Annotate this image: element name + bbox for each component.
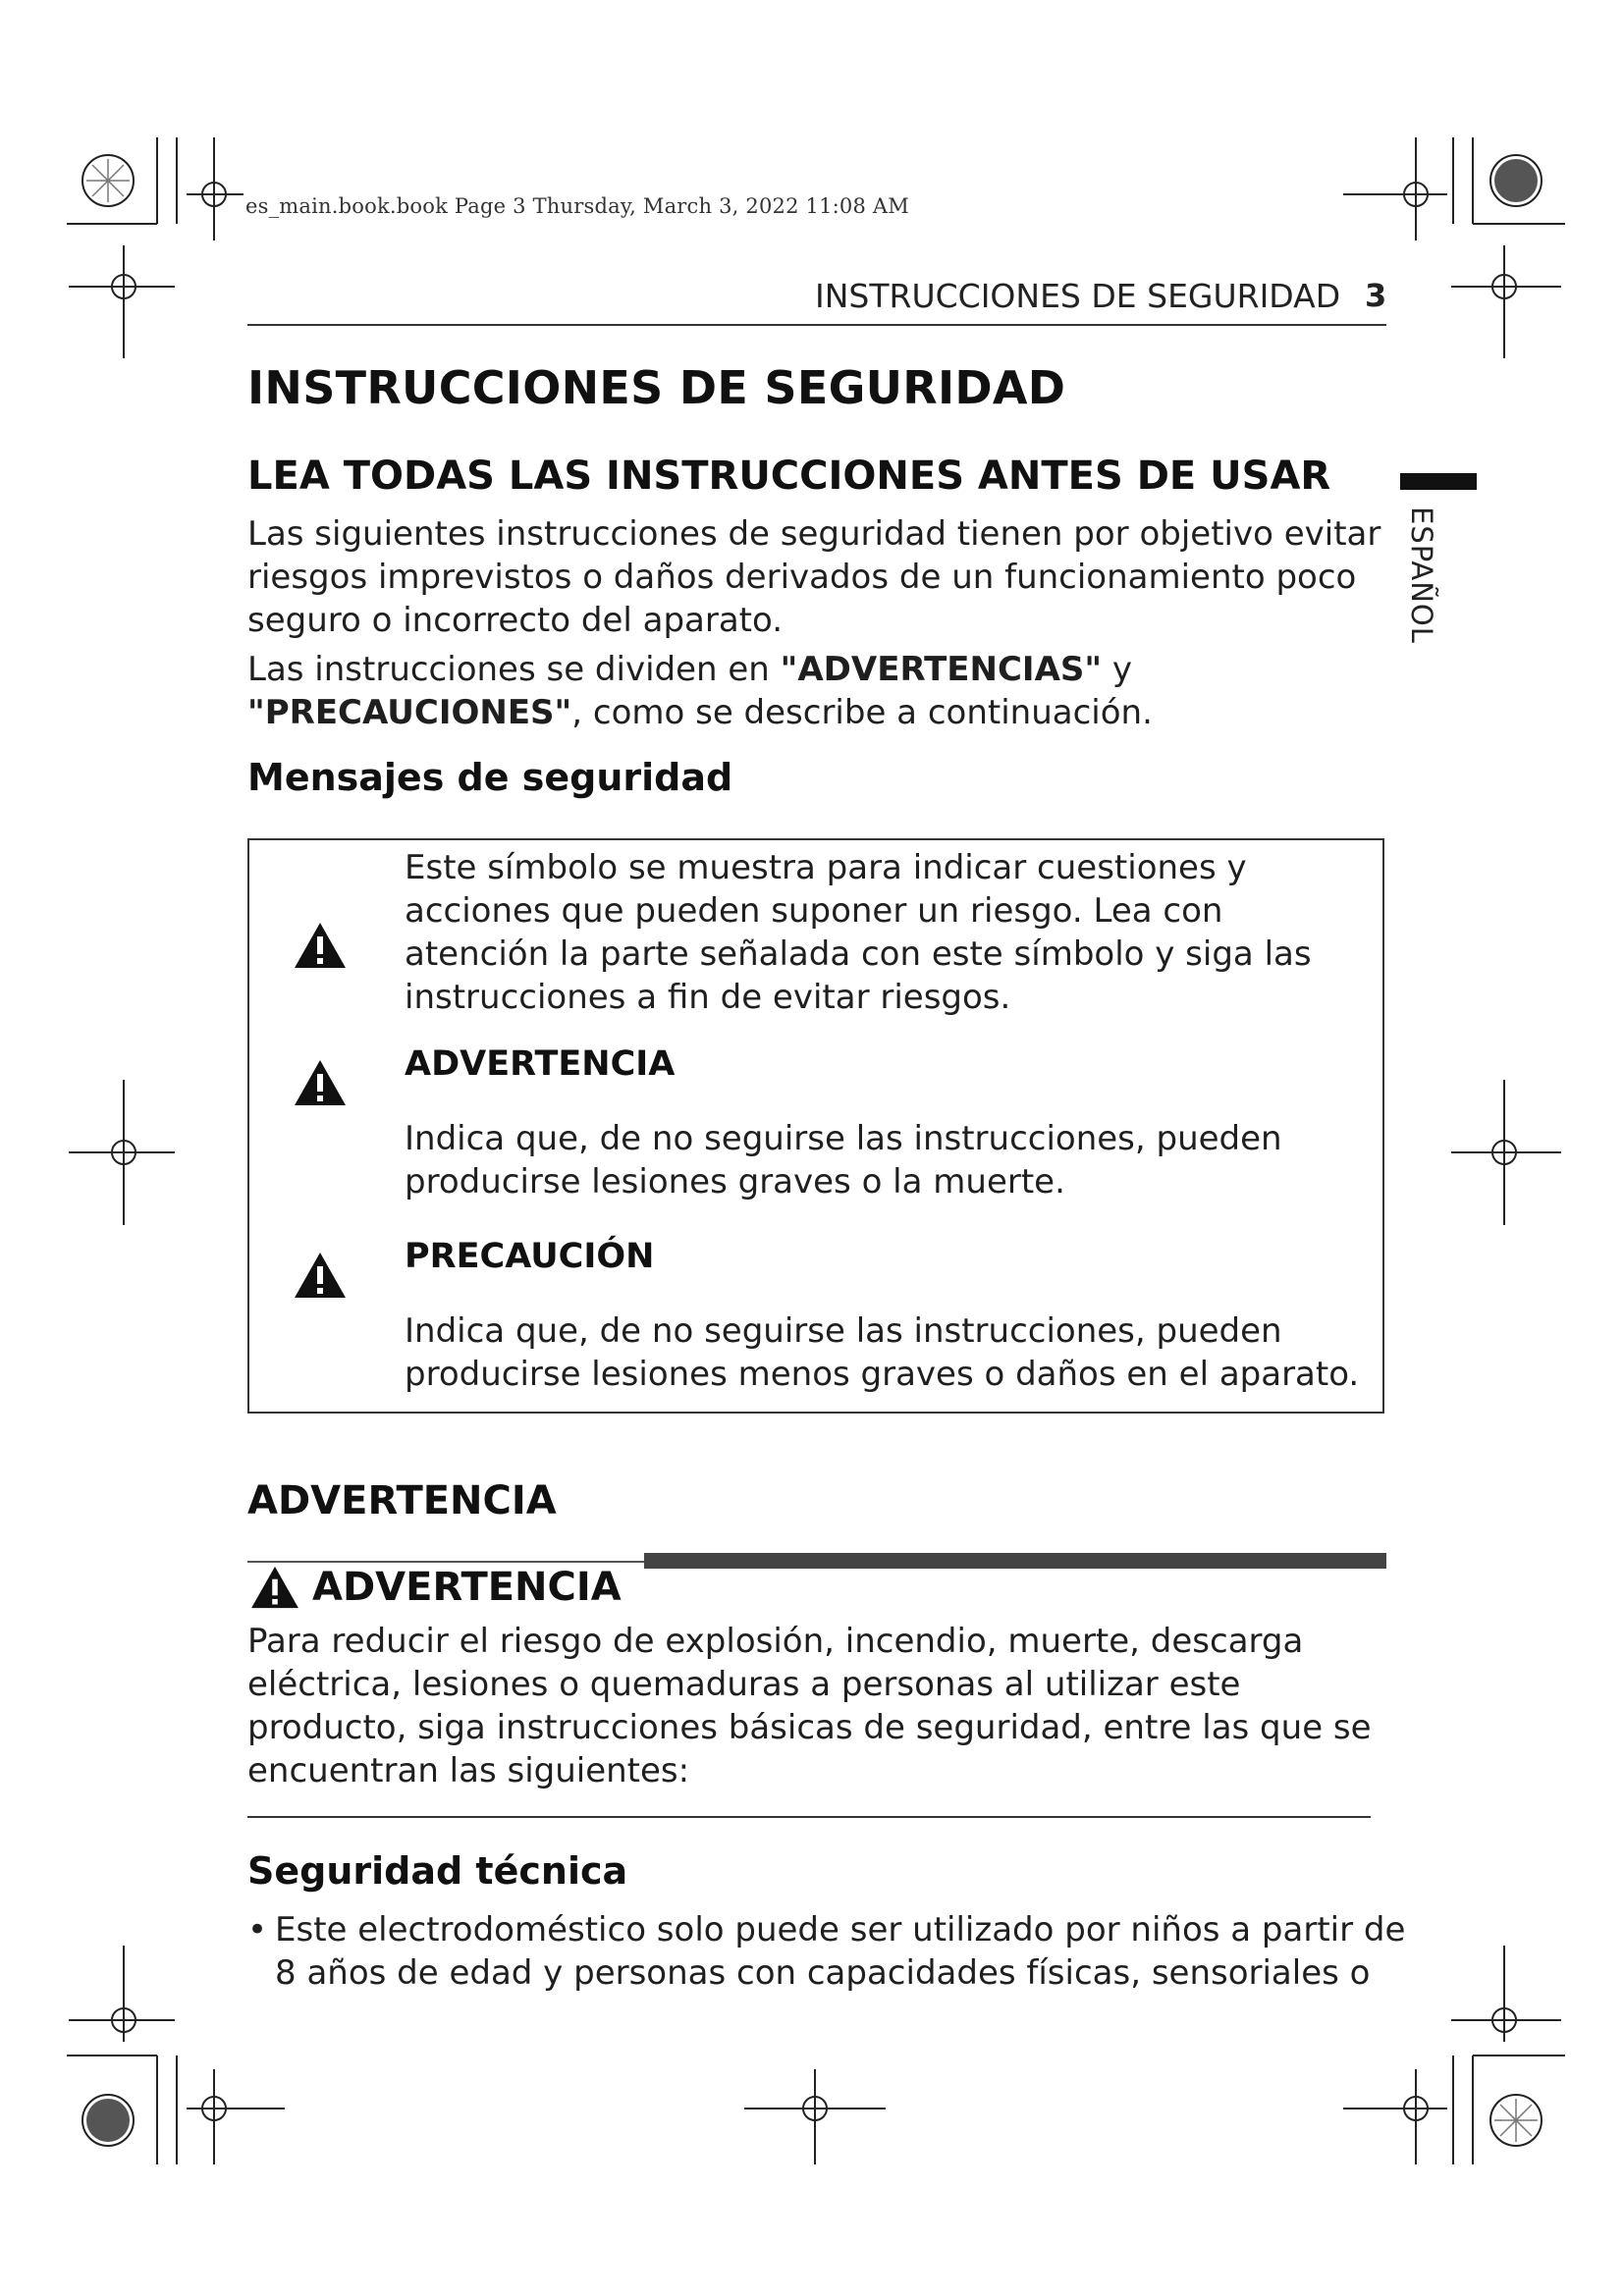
- warning-banner-bar: [644, 1553, 1386, 1569]
- safety-messages-heading: Mensajes de seguridad: [247, 756, 733, 799]
- warning-banner-label: ADVERTENCIA: [312, 1565, 622, 1610]
- warning-paragraph: Para reducir el riesgo de explosión, incendio, muerte, descarga eléctrica, lesiones o quemaduras a personas al utilizar este producto, siga instrucciones básicas de seguridad, entre las que se encuentran las siguientes:: [247, 1622, 1372, 1790]
- warnings-term: "ADVERTENCIAS": [780, 650, 1103, 689]
- print-slug: es_main.book.book Page 3 Thursday, March 3, 2022 11:08 AM: [245, 194, 909, 218]
- page-number: 3: [1365, 277, 1387, 314]
- caution-description: Indica que, de no seguirse las instrucciones, pueden producirse lesiones menos graves o daños en el aparato.: [405, 1311, 1360, 1394]
- language-tab: ESPAÑOL: [1405, 507, 1438, 644]
- list-item-text: Este electrodoméstico solo puede ser utilizado por niños a partir de 8 años de edad y personas con capacidades físicas, sensoriales o: [275, 1910, 1406, 1993]
- running-header-title: INSTRUCCIONES DE SEGURIDAD: [815, 277, 1341, 315]
- warning-triangle-icon: [293, 921, 348, 970]
- page-title: INSTRUCCIONES DE SEGURIDAD: [247, 361, 1066, 414]
- symbol-description: Este símbolo se muestra para indicar cuestiones y acciones que pueden suponer un riesgo. Lea con atención la parte señalada con este símbolo y siga las instrucciones a fin de evitar riesgos.: [405, 848, 1312, 1017]
- language-tab-bar: [1400, 473, 1477, 490]
- technical-safety-heading: Seguridad técnica: [247, 1849, 628, 1893]
- warning-triangle-icon: [293, 1251, 348, 1300]
- safety-messages-box: [247, 838, 1384, 1414]
- read-all-heading: LEA TODAS LAS INSTRUCCIONES ANTES DE USAR: [247, 454, 1331, 499]
- division-text-middle: y: [1102, 650, 1133, 689]
- warning-banner-thin-rule: [247, 1561, 644, 1563]
- list-item: [247, 1908, 1426, 1995]
- warning-triangle-icon: [249, 1565, 300, 1610]
- division-paragraph: [247, 648, 1406, 734]
- division-text-end: , como se describe a continuación.: [571, 693, 1153, 732]
- section-divider: [247, 1816, 1371, 1818]
- cautions-term: "PRECAUCIONES": [247, 693, 572, 732]
- bullet-icon: •: [247, 1910, 268, 1949]
- warning-banner: [249, 1565, 622, 1610]
- warning-section-heading: ADVERTENCIA: [247, 1478, 557, 1523]
- warning-description: Indica que, de no seguirse las instrucciones, pueden producirse lesiones graves o la muerte.: [405, 1119, 1282, 1201]
- intro-paragraph: Las siguientes instrucciones de seguridad tienen por objetivo evitar riesgos imprevistos o daños derivados de un funcionamiento poco seguro o incorrecto del aparato.: [247, 514, 1381, 640]
- warning-triangle-icon: [293, 1058, 348, 1107]
- warning-label: ADVERTENCIA: [405, 1044, 676, 1084]
- caution-label: PRECAUCIÓN: [405, 1237, 655, 1276]
- header-rule: [247, 324, 1386, 326]
- division-text-start: Las instrucciones se dividen en: [247, 650, 781, 689]
